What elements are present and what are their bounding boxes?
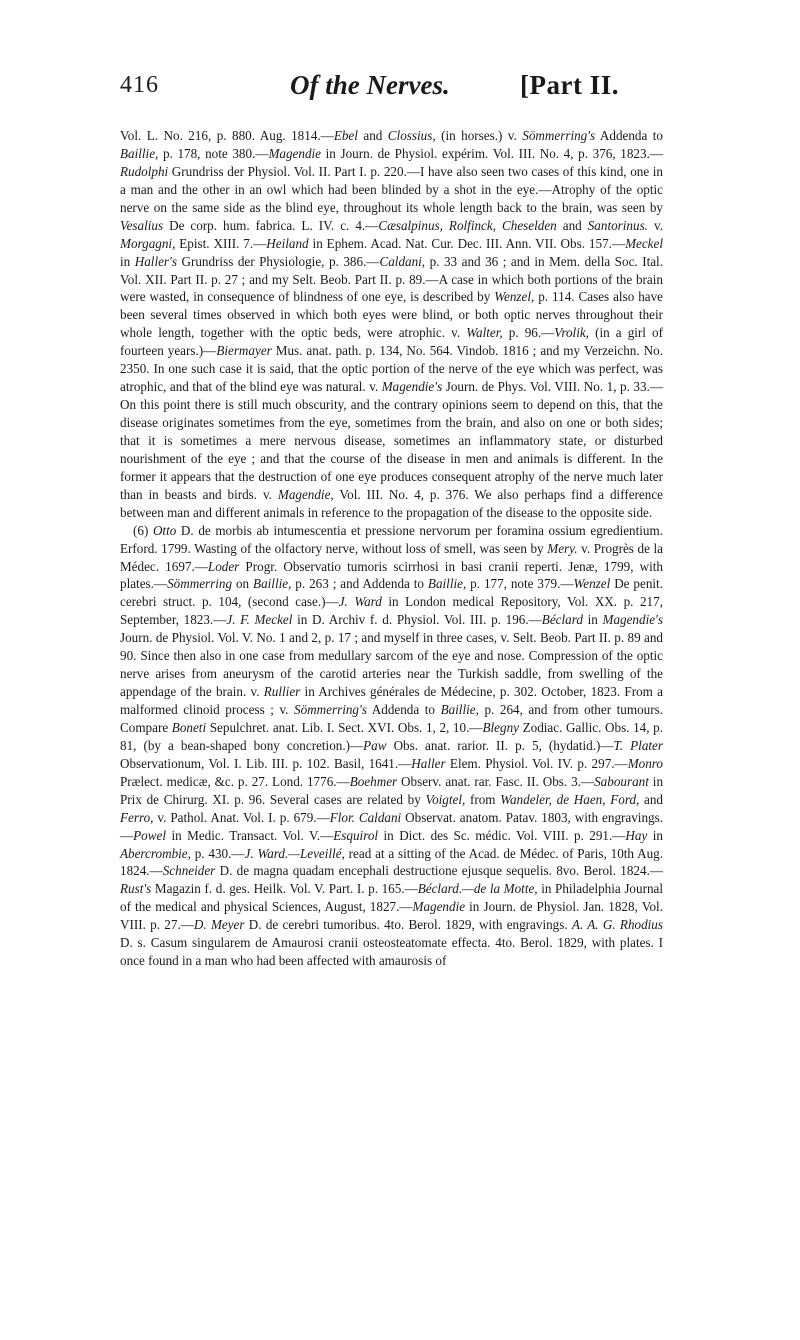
italic-citation: Sabourant <box>594 773 649 789</box>
paragraph-continuation: Vol. L. No. 216, p. 880. Aug. 1814.—Ebel and Clossius, (in horses.) v. Sömmerring's Addenda to Baillie, p. 178, note 380.—Magendie in Journ. de Physiol. expérim. Vol. III. No. 4, p. 376, 1823.—Rudolphi Grundriss der Physiol. Vol. II. Part I. p. 220.—I have also seen two cases of this kind, one in a man and the other in an owl which had been blinded by a shot in the eye.—Atrophy of the optic nerve on the same side as the blind eye, throughout its whole length back to the brain, was seen by Vesalius De corp. hum. fabrica. L. IV. c. 4.—Cæsalpinus, Rolfinck, Cheselden and Santorinus. v. Morgagni, Epist. XIII. 7.—Heiland in Ephem. Acad. Nat. Cur. Dec. III. Ann. VII. Obs. 157.—Meckel in Haller's Grundriss der Physiologie, p. 386.—Caldani, p. 33 and 36 ; and in Mem. della Soc. Ital. Vol. XII. Part II. p. 27 ; and my Selt. Beob. Part II. p. 89.—A case in which both portions of the brain were wasted, in consequence of blindness of one eye, is described by Wenzel, p. 114. Cases also have been several times observed in which both eyes were blind, or both optic nerves throughout their whole length, together with the optic beds, were atrophic. v. Walter, p. 96.—Vrolik, (in a girl of fourteen years.)—Biermayer Mus. anat. path. p. 134, No. 564. Vindob. 1816 ; and my Verzeichn. No. 2350. In one such case it is said, that the optic portion of the nerve of the eye which was perfect, was atrophic, and that of the blind eye was natural. v. Magendie's Journ. de Phys. Vol. VIII. No. 1, p. 33.—On this point there is still much obscurity, and the contrary opinions seem to depend on this, that the disease originates sometimes from the eye, sometimes from the brain, and also on one or both sides; that it is sometimes a mere nervous disease, sometimes an inflammatory state, or disturbed nourishment of the eye ; and that the course of the disease in men and animals is different. In the former it appears that the destruction of one eye produces consequent atrophy of the nerve much later than in beasts and birds. v. Magendie, Vol. III. No. 4, p. 376. We also perhaps find a difference between man and different animals in reference to the propagation of the disease to the opposite side. <box>120 128 664 520</box>
italic-citation: Magendie, <box>277 486 334 502</box>
italic-citation: Heiland <box>266 235 309 251</box>
italic-citation: Monro <box>627 755 663 771</box>
italic-citation: Blegny <box>482 719 519 735</box>
italic-citation: Paw <box>363 737 387 753</box>
italic-citation: Wenzel <box>573 576 611 592</box>
part-label: [Part II. <box>520 70 619 100</box>
italic-citation: Baillie, <box>253 576 292 592</box>
italic-citation: J. F. Meckel <box>226 612 293 628</box>
italic-citation: Ferro, <box>120 809 154 825</box>
italic-citation: Baillie, <box>120 145 159 161</box>
italic-citation: J. Ward.—Leveillé, <box>244 845 345 861</box>
italic-citation: Powel <box>133 827 166 843</box>
italic-citation: Baillie, <box>427 576 467 592</box>
italic-citation: Wandeler, de Haen, Ford, <box>500 791 640 807</box>
italic-citation: Haller <box>411 755 446 771</box>
italic-citation: Vesalius <box>120 217 164 233</box>
italic-citation: Voigtel, <box>425 791 466 807</box>
italic-citation: Loder <box>207 558 240 574</box>
italic-citation: Béclard <box>541 612 583 628</box>
italic-citation: Magendie <box>268 145 322 161</box>
italic-citation: Clossius, <box>387 128 436 143</box>
italic-citation: Sömmerring <box>167 576 233 592</box>
italic-citation: Sömmerring's <box>522 128 596 143</box>
italic-citation: D. Meyer <box>193 917 245 933</box>
italic-citation: Meckel <box>625 235 663 251</box>
italic-citation: Caldani, <box>379 253 426 269</box>
italic-citation: Wenzel, <box>494 289 535 305</box>
italic-citation: Cæsalpinus, Rolfinck, Cheselden <box>378 217 557 233</box>
italic-citation: Magendie <box>412 899 466 915</box>
italic-citation: Walter, <box>466 325 503 341</box>
italic-citation: Béclard.—de la Motte, <box>417 881 538 897</box>
italic-citation: Ebel <box>333 128 358 143</box>
italic-citation: Rust's <box>120 881 152 897</box>
italic-citation: Morgagni, <box>120 235 176 251</box>
italic-citation: Hay <box>625 827 648 843</box>
italic-citation: T. Plater <box>613 737 663 753</box>
italic-citation: Magendie's <box>381 379 443 395</box>
italic-citation: Boneti <box>171 719 207 735</box>
italic-citation: Mery. <box>547 540 578 556</box>
page-header <box>120 72 660 112</box>
italic-citation: Abercrombie, <box>120 845 191 861</box>
italic-citation: Schneider <box>162 863 216 879</box>
italic-citation: A. A. G. Rhodius <box>571 917 663 933</box>
italic-citation: Baillie, <box>440 702 479 717</box>
italic-citation: Biermayer <box>216 343 272 359</box>
italic-citation: J. Ward <box>338 594 382 610</box>
italic-citation: Santorinus. <box>587 217 648 233</box>
paragraph-note-6: (6) Otto D. de morbis ab intumescentia et pressione nervorum per foramina ossium egredientium. Erford. 1799. Wasting of the olfactory nerve, without loss of smell, was seen by Mery. v. Progrès de la Médec. 1697.—Loder Progr. Observatio tumoris scirrhosi in basi cranii reperti. Jenæ, 1799, with plates.—Sömmerring on Baillie, p. 263 ; and Addenda to Baillie, p. 177, note 379.—Wenzel De penit. cerebri struct. p. 104, (second case.)—J. Ward in London medical Repository, Vol. XX. p. 217, September, 1823.—J. F. Meckel in D. Archiv f. d. Physiol. Vol. III. p. 196.—Béclard in Magendie's Journ. de Physiol. Vol. V. No. 1 and 2, p. 17 ; and myself in three cases, v. Selt. Beob. Part II. p. 89 and 90. Since then also in one case from medullary sarcom of the eye and nose. Compression of the optic nerve arises from aneurysm of the carotid arteries near the Turkish saddle, from swelling of the appendage of the brain. v. Rullier in Archives générales de Médecine, p. 302. October, 1823. From a malformed clinoid process ; v. Sömmerring's Addenda to Baillie, p. 264, and from other tumours. Compare Boneti Sepulchret. anat. Lib. I. Sect. XVI. Obs. 1, 2, 10.—Blegny Zodiac. Gallic. Obs. 14, p. 81, (by a bean-shaped bony concretion.)—Paw Obs. anat. rarior. II. p. 5, (hydatid.)—T. Plater Observationum, Vol. I. Lib. III. p. 102. Basil, 1641.—Haller Elem. Physiol. Vol. IV. p. 297.—Monro Prælect. medicæ, &c. p. 27. Lond. 1776.—Boehmer Observ. anat. rar. Fasc. II. Obs. 3.—Sabourant in Prix de Chirurg. XI. p. 96. Several cases are related by Voigtel, from Wandeler, de Haen, Ford, and Ferro, v. Pathol. Anat. Vol. I. p. 679.—Flor. Caldani Observat. anatom. Patav. 1803, with engravings.—Powel in Medic. Transact. Vol. V.—Esquirol in Dict. des Sc. médic. Vol. VIII. p. 291.—Hay in Abercrombie, p. 430.—J. Ward.—Leveillé, read at a sitting of the Acad. de Médec. of Paris, 10th Aug. 1824.—Schneider D. de magna quadam encephali destructione ejusque sequelis. 8vo. Berol. 1824.—Rust's Magazin f. d. ges. Heilk. Vol. V. Part. I. p. 165.—Béclard.—de la Motte, in Philadelphia Journal of the medical and physical Sciences, August, 1827.—Magendie in Journ. de Physiol. Jan. 1828, Vol. VIII. p. 27.—D. Meyer D. de cerebri tumoribus. 4to. Berol. 1829, with engravings. A. A. G. Rhodius D. s. Casum singularem de Amaurosi cranii osteosteatomate effecta. 4to. Berol. 1829, with plates. I once found in a man who had been affected with amaurosis of <box>120 522 664 969</box>
italic-citation: Rudolphi <box>120 163 169 179</box>
italic-citation: Haller's <box>134 253 177 269</box>
italic-citation: Otto <box>152 522 177 538</box>
running-title: Of the Nerves. <box>290 70 450 100</box>
italic-citation: Vrolik, <box>554 325 589 341</box>
italic-citation: Magendie's <box>602 612 663 628</box>
italic-citation: Flor. Caldani <box>329 809 402 825</box>
page-number: 416 <box>120 72 159 98</box>
italic-citation: Esquirol <box>333 827 379 843</box>
italic-citation: Boehmer <box>349 773 398 789</box>
footnote-text <box>120 127 663 970</box>
italic-citation: Sömmerring's <box>294 702 367 717</box>
italic-citation: Rullier <box>263 684 301 700</box>
